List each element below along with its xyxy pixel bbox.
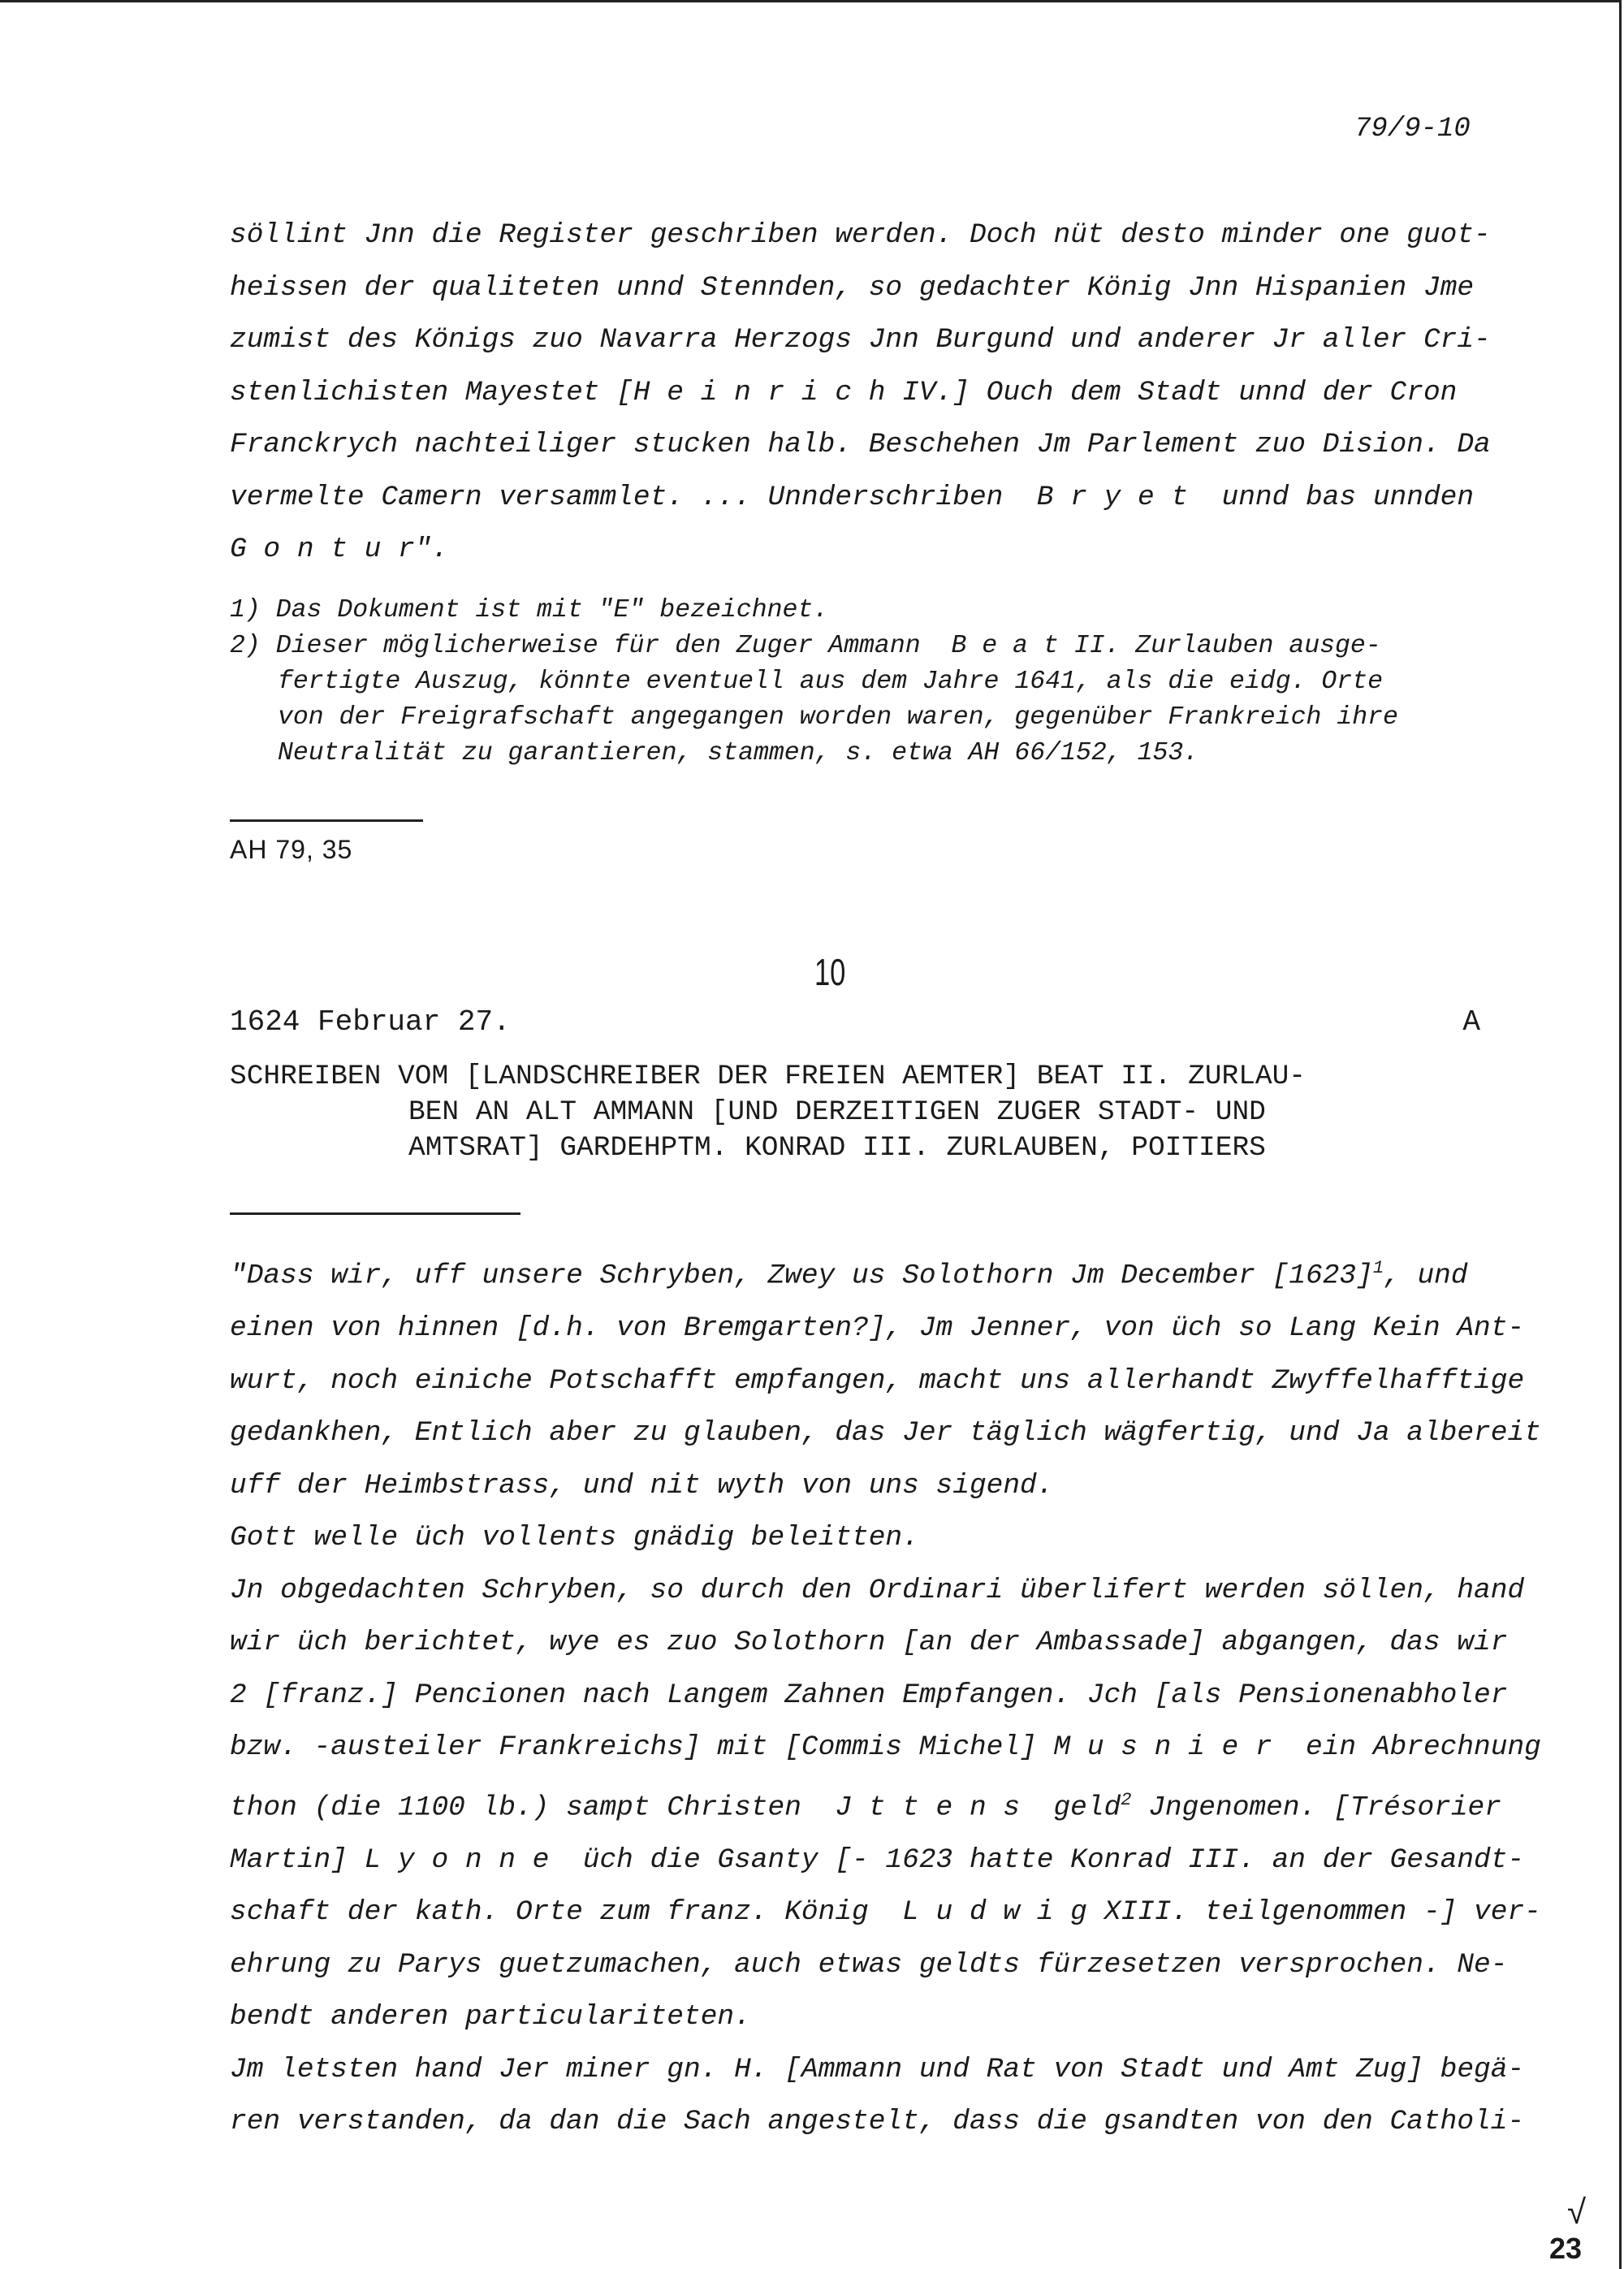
text-line: ehrung zu Parys guetzumachen, auch etwas geldts fürzesetzen versprochen. Ne- [230, 1948, 1508, 1981]
text-line: Franckrych nachteiliger stucken halb. Beschehen Jm Parlement zuo Dision. Da [230, 429, 1491, 460]
footnote-ref: 1 [1372, 1258, 1384, 1278]
text-line: stenlichisten Mayestet [H e i n r i c h IV.] Ouch dem Stadt unnd der Cron [230, 376, 1458, 408]
text-line: "Dass wir, uff unsere Schryben, Zwey us Solothorn Jm December $[1623]^1$, und [230, 1258, 1468, 1292]
page-border-right [1619, 0, 1622, 2269]
text-line: bendt anderen particulariteten. [230, 2001, 751, 2033]
separator-rule [230, 1212, 520, 1215]
page-border-top [0, 0, 1620, 2]
footnote-2-line: von der Freigrafschaft angegangen worden waren, gegenüber Frankreich ihre [278, 703, 1398, 732]
source-mark: A [1462, 1005, 1480, 1039]
text-line: zumist des Königs zuo Navarra Herzogs Jnn Burgund und anderer Jr aller Cri- [230, 324, 1491, 356]
text-line: G o n t u r". [230, 534, 449, 565]
title-line: BEN AN ALT AMMANN [UND DERZEITIGEN ZUGER STADT- UND [408, 1096, 1266, 1128]
text-line: thon (die 1100 lb.) sampt Christen J t t e n s geld$^2$ Jngenomen. [Trésorier [230, 1789, 1501, 1823]
separator-rule [230, 819, 423, 822]
title-line: SCHREIBEN VOM [LANDSCHREIBER DER FREIEN AEMTER] BEAT II. ZURLAU- [230, 1061, 1307, 1092]
text-line: söllint Jnn die Register geschriben werden. Doch nüt desto minder one guot- [230, 219, 1491, 251]
text-line: gedankhen, Entlich aber zu glauben, das Jer täglich wägfertig, und Ja albereit [230, 1417, 1541, 1449]
text-line: wurt, noch einiche Potschafft empfangen, macht uns allerhandt Zwyffelhafftige [230, 1364, 1525, 1397]
footnote-ref: 2 [1121, 1789, 1132, 1810]
text-line: Martin] L y o n n e üch die Gsanty [- 1623 hatte Konrad III. an der Gesandt- [230, 1843, 1525, 1876]
text-line: vermelte Camern versammlet. ... Unnderschriben B r y e t unnd bas unnden [230, 481, 1475, 513]
footnote-1: 1) Das Dokument ist mit "E" bezeichnet. [230, 596, 829, 625]
document-number: 10 [814, 951, 846, 993]
date-line [230, 1005, 1480, 1039]
text-line: Jm letsten hand Jer miner gn. H. [Ammann und Rat von Stadt und Amt Zug] begä- [230, 2053, 1525, 2085]
text-line: bzw. -austeiler Frankreichs] mit [Commis Michel] M u s n i e r ein Abrechnung [230, 1731, 1541, 1763]
document-date: 1624 Februar 27. [230, 1005, 511, 1039]
text-line: 2 [franz.] Pencionen nach Langem Zahnen Empfangen. Jch [als Pensionenabholer [230, 1679, 1508, 1711]
text-line: uff der Heimbstrass, und nit wyth von uns sigend. [230, 1469, 1054, 1502]
text-line: ren verstanden, da dan die Sach angestelt, dass die gsandten von den Catholi- [230, 2106, 1525, 2137]
document-title [230, 1059, 1306, 1166]
text-line: heissen der qualiteten unnd Stennden, so gedachter König Jnn Hispanien Jme [230, 271, 1475, 304]
text-line: schaft der kath. Orte zum franz. König L u d w i g XIII. teilgenommen -] ver- [230, 1896, 1541, 1928]
page-reference: 79/9-10 [1354, 114, 1471, 145]
footnote-2: 2) Dieser möglicherweise für den Zuger Ammann B e a t II. Zurlauben ausge- [230, 632, 1381, 660]
text-line: einen von hinnen [d.h. von Bremgarten?], Jm Jenner, von üch so Lang Kein Ant- [230, 1312, 1525, 1344]
text-line: wir üch berichtet, wye es zuo Solothorn [an der Ambassade] abgangen, das wir [230, 1627, 1508, 1658]
footnote-2-line: Neutralität zu garantieren, stammen, s. etwa AH 66/152, 153. [278, 739, 1199, 767]
title-line: AMTSRAT] GARDEHPTM. KONRAD III. ZURLAUBEN, POITIERS [408, 1132, 1266, 1164]
text-line: Gott welle üch vollents gnädig beleitten. [230, 1522, 919, 1554]
letter-text [230, 1243, 1541, 2149]
continuation-text [230, 210, 1497, 577]
footnote-2-line: fertigte Auszug, könnte eventuell aus dem Jahre 1641, als die eidg. Orte [278, 668, 1384, 696]
folio-number: 23 [1549, 2232, 1583, 2265]
archive-reference: AH 79, 35 [230, 835, 353, 864]
check-mark-icon: √ [1567, 2193, 1587, 2231]
text-line: Jn obgedachten Schryben, so durch den Ordinari überlifert werden söllen, hand [230, 1574, 1525, 1606]
footnotes [230, 593, 1497, 771]
